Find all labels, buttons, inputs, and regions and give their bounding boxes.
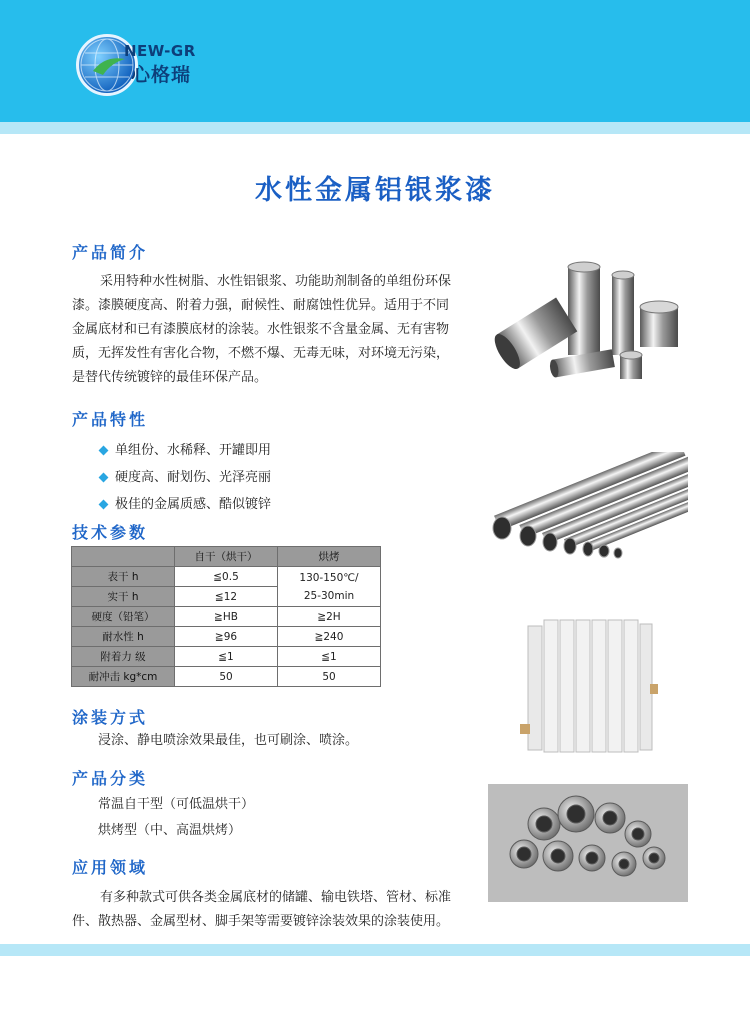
row-label: 耐冲击 kg*cm bbox=[72, 667, 175, 687]
bake-merged-value bbox=[278, 567, 381, 607]
list-item bbox=[98, 437, 271, 464]
air-dry-value: ≦12 bbox=[175, 587, 278, 607]
bake-condition-temp: 130-150℃/ bbox=[299, 571, 359, 584]
brand-logo bbox=[76, 34, 212, 104]
row-label: 附着力 级 bbox=[72, 647, 175, 667]
row-label: 实干 h bbox=[72, 587, 175, 607]
intro-line: 金属底材和已有漆膜底材的涂装。水性银浆不含量金属、无有害物 bbox=[72, 322, 450, 337]
feature-text: 单组份、水稀释、开罐即用 bbox=[115, 442, 272, 458]
intro-line: 采用特种水性树脂、水性铝银浆、功能助剂制备的单组份环保 bbox=[100, 274, 452, 289]
bake-condition-time: 25-30min bbox=[303, 589, 355, 602]
applications-paragraph bbox=[72, 886, 451, 934]
intro-line: 漆。漆膜硬度高、附着力强，耐候性、耐腐蚀性优异。适用于不同 bbox=[72, 298, 450, 313]
pipes-photo bbox=[488, 452, 688, 564]
categories-list bbox=[98, 792, 254, 844]
bake-value: ≧2H bbox=[278, 607, 381, 627]
coating-heading: 涂装方式 bbox=[72, 708, 149, 727]
table-row bbox=[72, 667, 381, 687]
intro-line: 是替代传统镀锌的最佳环保产品。 bbox=[72, 370, 268, 385]
steel-fittings-photo bbox=[488, 784, 688, 902]
radiator-photo bbox=[520, 612, 660, 762]
brand-name-en: NEW-GR bbox=[124, 42, 196, 60]
list-item: 烘烤型（中、高温烘烤） bbox=[98, 823, 242, 838]
features-list bbox=[98, 437, 271, 518]
table-row bbox=[72, 627, 381, 647]
column-header-bake: 烘烤 bbox=[278, 547, 381, 567]
air-dry-value: ≦1 bbox=[175, 647, 278, 667]
list-item bbox=[98, 491, 271, 518]
footer-stripe bbox=[0, 944, 750, 956]
applications-heading: 应用领域 bbox=[72, 858, 149, 877]
applications-line: 有多种款式可供各类金属底材的储罐、输电铁塔、管材、标准 bbox=[100, 890, 452, 905]
air-dry-value: ≦0.5 bbox=[175, 567, 278, 587]
table-row bbox=[72, 567, 381, 587]
page-title: 水性金属铝银浆漆 bbox=[255, 175, 495, 206]
table-header-row bbox=[72, 547, 381, 567]
table-row bbox=[72, 647, 381, 667]
table-corner-cell bbox=[72, 547, 175, 567]
column-header-air-dry: 自干（烘干） bbox=[175, 547, 278, 567]
bake-value: ≦1 bbox=[278, 647, 381, 667]
specs-heading: 技术参数 bbox=[72, 523, 149, 542]
bake-value: ≧240 bbox=[278, 627, 381, 647]
diamond-bullet-icon bbox=[99, 500, 109, 510]
intro-paragraph bbox=[72, 270, 451, 390]
categories-heading: 产品分类 bbox=[72, 769, 149, 788]
air-dry-value: 50 bbox=[175, 667, 278, 687]
diamond-bullet-icon bbox=[99, 446, 109, 456]
intro-line: 质，无挥发性有害化合物，不燃不爆、无毒无味，对环境无污染， bbox=[72, 346, 450, 361]
row-label: 耐水性 h bbox=[72, 627, 175, 647]
feature-text: 极佳的金属质感、酷似镀锌 bbox=[115, 496, 272, 512]
features-heading: 产品特性 bbox=[72, 410, 149, 429]
air-dry-value: ≧HB bbox=[175, 607, 278, 627]
brand-name-cn: 心格瑞 bbox=[131, 64, 192, 86]
air-dry-value: ≧96 bbox=[175, 627, 278, 647]
row-label: 硬度（铅笔） bbox=[72, 607, 175, 627]
header-stripe bbox=[0, 122, 750, 134]
applications-line: 件、散热器、金属型材、脚手架等需要镀锌涂装效果的涂装使用。 bbox=[72, 914, 450, 929]
list-item bbox=[98, 464, 271, 491]
intro-heading: 产品简介 bbox=[72, 243, 149, 262]
specs-table bbox=[71, 546, 381, 687]
stainless-tubes-photo bbox=[490, 255, 690, 395]
list-item: 常温自干型（可低温烘干） bbox=[98, 797, 255, 812]
bake-value: 50 bbox=[278, 667, 381, 687]
coating-text: 浸涂、静电喷涂效果最佳，也可刷涂、喷涂。 bbox=[98, 733, 359, 748]
table-row bbox=[72, 607, 381, 627]
feature-text: 硬度高、耐划伤、光泽亮丽 bbox=[115, 469, 272, 485]
row-label: 表干 h bbox=[72, 567, 175, 587]
diamond-bullet-icon bbox=[99, 473, 109, 483]
